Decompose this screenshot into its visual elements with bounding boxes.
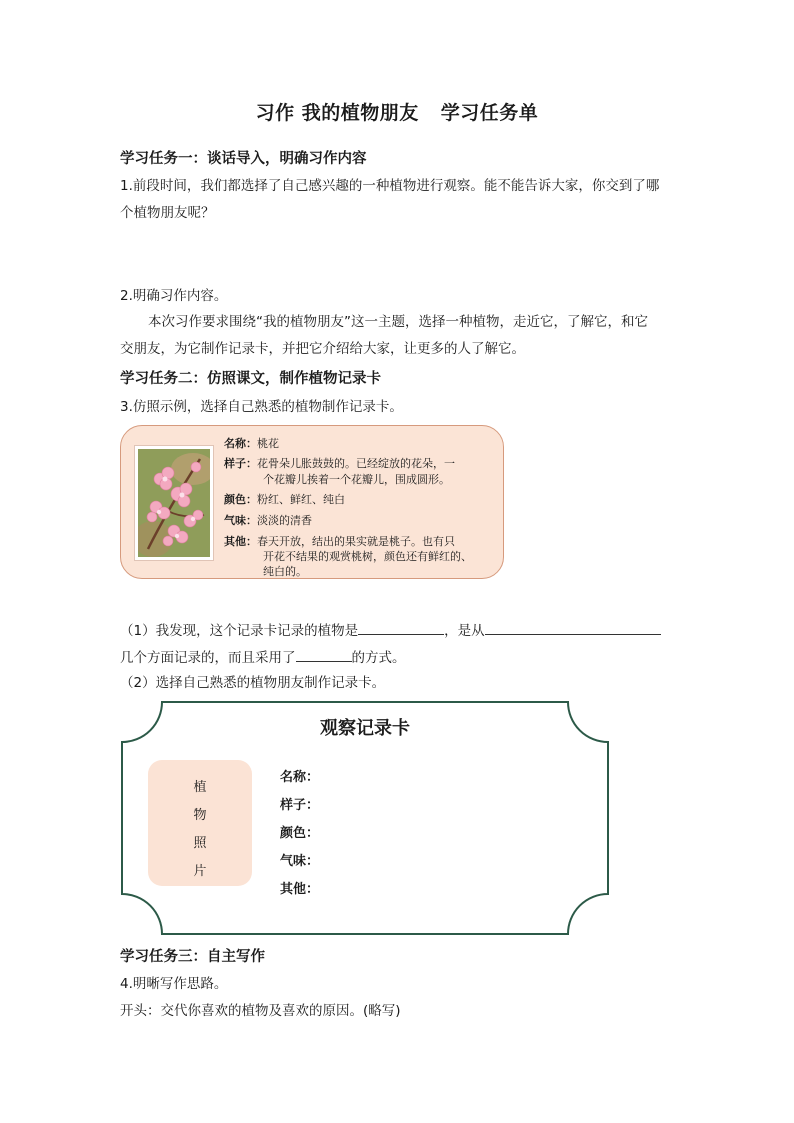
q2-text: 2.明确习作内容。 xyxy=(120,288,228,304)
q1-line1: 1.前段时间，我们都选择了自己感兴趣的一种植物进行观察。能不能告诉大家，你交到了哪 xyxy=(120,178,660,194)
page-title xyxy=(0,98,794,125)
q3-text: 3.仿照示例，选择自己熟悉的植物制作记录卡。 xyxy=(120,399,403,415)
q4-text: 4.明晰写作思路。 xyxy=(120,976,228,992)
task2-heading: 学习任务二：仿照课文，制作植物记录卡 xyxy=(120,371,381,387)
q1-line2: 个植物朋友呢？ xyxy=(120,205,215,221)
observation-record-card xyxy=(118,700,612,936)
example-shape-row: 样子：花骨朵儿胀鼓鼓的。已经绽放的花朵，一 xyxy=(224,457,455,470)
field-name[interactable]: 名称： xyxy=(280,770,320,785)
title-sub: 学习任务单 xyxy=(440,102,539,124)
example-smell-row: 气味：淡淡的清香 xyxy=(224,514,312,527)
example-shape-row-2: 个花瓣儿挨着一个花瓣儿，围成圆形。 xyxy=(263,473,450,486)
q2-line2: 交朋友，为它制作记录卡，并把它介绍给大家，让更多的人了解它。 xyxy=(120,341,525,357)
sub1-line2: 几个方面记录的，而且采用了 的方式。 xyxy=(120,647,406,668)
field-shape[interactable]: 样子： xyxy=(280,798,320,813)
example-other-row-2: 开花不结果的观赏桃树，颜色还有鲜红的、 xyxy=(263,550,472,563)
example-name-row: 名称：桃花 xyxy=(224,437,279,450)
field-other[interactable]: 其他： xyxy=(280,882,320,897)
peach-blossom-icon xyxy=(138,449,210,557)
plant-photo-placeholder[interactable]: 植 物 照 片 xyxy=(148,760,252,886)
field-color[interactable]: 颜色： xyxy=(280,826,320,841)
opening-text: 开头：交代你喜欢的植物及喜欢的原因。(略写) xyxy=(120,1003,401,1019)
field-smell[interactable]: 气味： xyxy=(280,854,320,869)
q2-line1: 本次习作要求围绕“我的植物朋友”这一主题，选择一种植物，走近它，了解它，和它 xyxy=(148,314,648,330)
blank-method[interactable] xyxy=(296,647,352,662)
peach-blossom-photo xyxy=(135,446,213,560)
blank-aspects[interactable] xyxy=(485,620,661,635)
observation-card-title: 观察记录卡 xyxy=(320,718,410,739)
task1-heading: 学习任务一：谈话导入，明确习作内容 xyxy=(120,151,367,167)
example-record-card xyxy=(120,425,504,579)
task3-heading: 学习任务三：自主写作 xyxy=(120,949,265,965)
example-color-row: 颜色：粉红、鲜红、纯白 xyxy=(224,493,345,506)
example-other-row-3: 纯白的。 xyxy=(263,565,307,578)
sub2-text: （2）选择自己熟悉的植物朋友制作记录卡。 xyxy=(120,675,386,691)
title-main: 习作 我的植物朋友 xyxy=(255,102,419,124)
sub1-line1: （1）我发现，这个记录卡记录的植物是 ，是从 xyxy=(120,620,661,641)
example-other-row: 其他：春天开放，结出的果实就是桃子。也有只 xyxy=(224,535,455,548)
blank-plant-name[interactable] xyxy=(358,620,444,635)
